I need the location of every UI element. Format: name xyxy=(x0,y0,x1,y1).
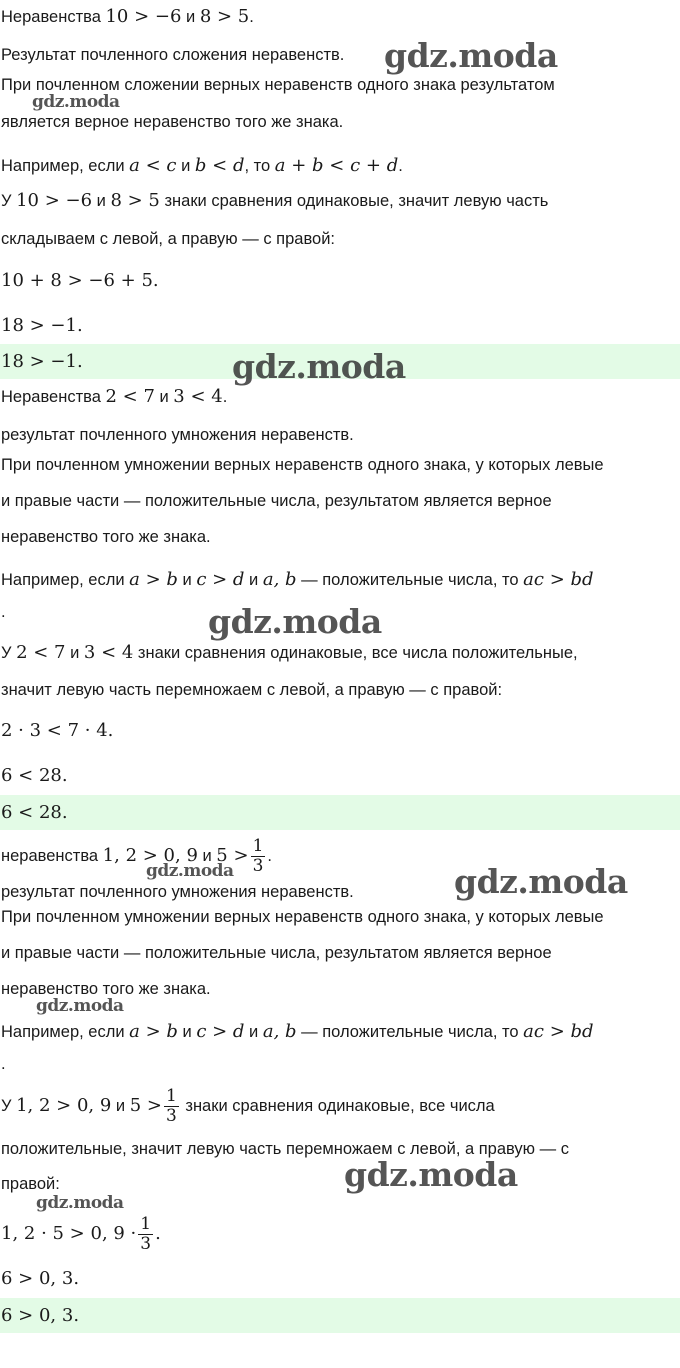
s2-line-9: 2 · 3 < 7 · 4. xyxy=(1,720,114,741)
watermark: gdz.moda xyxy=(36,1193,124,1213)
watermark: gdz.moda xyxy=(146,861,234,881)
s1-line-1: Неравенства 10 > −6 и 8 > 5. xyxy=(1,6,254,27)
s3-line-7: У 1, 2 > 0, 9 и 5 > $\frac{1}{3}$ знаки сравнения одинаковые, все числа xyxy=(1,1086,495,1127)
s1-line-8: 10 + 8 > −6 + 5. xyxy=(1,270,159,291)
watermark: gdz.moda xyxy=(208,602,382,641)
watermark: gdz.moda xyxy=(232,347,406,386)
fraction: $\frac{1}{3}$ xyxy=(165,1086,177,1127)
watermark: gdz.moda xyxy=(36,996,124,1016)
s2-line-8: значит левую часть перемножаем с левой, а правую — с правой: xyxy=(1,681,503,699)
watermark: gdz.moda xyxy=(384,36,558,75)
s1-line-7: складываем с левой, а правую — с правой: xyxy=(1,230,336,248)
s2-line-1: Неравенства 2 < 7 и 3 < 4. xyxy=(1,386,228,407)
s3-answer: 6 > 0, 3. xyxy=(0,1298,680,1333)
s1-line-2: Результат почленного сложения неравенств. xyxy=(1,46,345,64)
s2-line-3: При почленном умножении верных неравенств одного знака, у которых левые xyxy=(1,456,604,474)
s2-answer: 6 < 28. xyxy=(0,795,680,830)
s3-line-10: 1, 2 · 5 > 0, 9 · $\frac{1}{3}$ . xyxy=(1,1214,161,1255)
watermark: gdz.moda xyxy=(32,92,120,112)
s2-line-5: неравенство того же знака. xyxy=(1,528,211,546)
s3-line-6: Например, если a > b и c > d и a, b — положительные числа, то ac > bd xyxy=(1,1021,594,1042)
s3-line-5: неравенство того же знака. xyxy=(1,980,211,998)
s2-line-2: результат почленного умножения неравенств. xyxy=(1,426,354,444)
s3-line-8: положительные, значит левую часть перемножаем с левой, а правую — с xyxy=(1,1140,569,1158)
fraction: $\frac{1}{3}$ xyxy=(252,836,264,877)
s1-line-3: При почленном сложении верных неравенств одного знака результатом xyxy=(1,76,555,94)
s1-line-5: Например, если a < c и b < d, то a + b < c + d. xyxy=(1,155,403,176)
s3-line-11: 6 > 0, 3. xyxy=(1,1268,80,1289)
s1-line-9: 18 > −1. xyxy=(1,315,83,336)
s1-answer: 18 > −1. xyxy=(0,344,680,379)
s2-line-10: 6 < 28. xyxy=(1,765,68,786)
s3-line-9: правой: xyxy=(1,1175,60,1193)
s2-line-6-dot: . xyxy=(1,603,6,621)
s3-line-2: результат почленного умножения неравенств. xyxy=(1,883,354,901)
watermark: gdz.moda xyxy=(454,862,628,901)
watermark: gdz.moda xyxy=(344,1155,518,1194)
s3-line-6-dot: . xyxy=(1,1055,6,1073)
s2-line-7: У 2 < 7 и 3 < 4 знаки сравнения одинаковые, все числа положительные, xyxy=(1,642,578,663)
s1-line-4: является верное неравенство того же знака. xyxy=(1,113,344,131)
s2-line-4: и правые части — положительные числа, результатом является верное xyxy=(1,492,552,510)
s3-line-4: и правые части — положительные числа, результатом является верное xyxy=(1,944,552,962)
fraction: $\frac{1}{3}$ xyxy=(140,1214,152,1255)
s2-line-6: Например, если a > b и c > d и a, b — положительные числа, то ac > bd xyxy=(1,569,594,590)
s3-line-3: При почленном умножении верных неравенств одного знака, у которых левые xyxy=(1,908,604,926)
s3-line-1: неравенства 1, 2 > 0, 9 и 5 > $\frac{1}{3}$ . xyxy=(1,836,272,877)
s1-line-6: У 10 > −6 и 8 > 5 знаки сравнения одинаковые, значит левую часть xyxy=(1,190,549,211)
